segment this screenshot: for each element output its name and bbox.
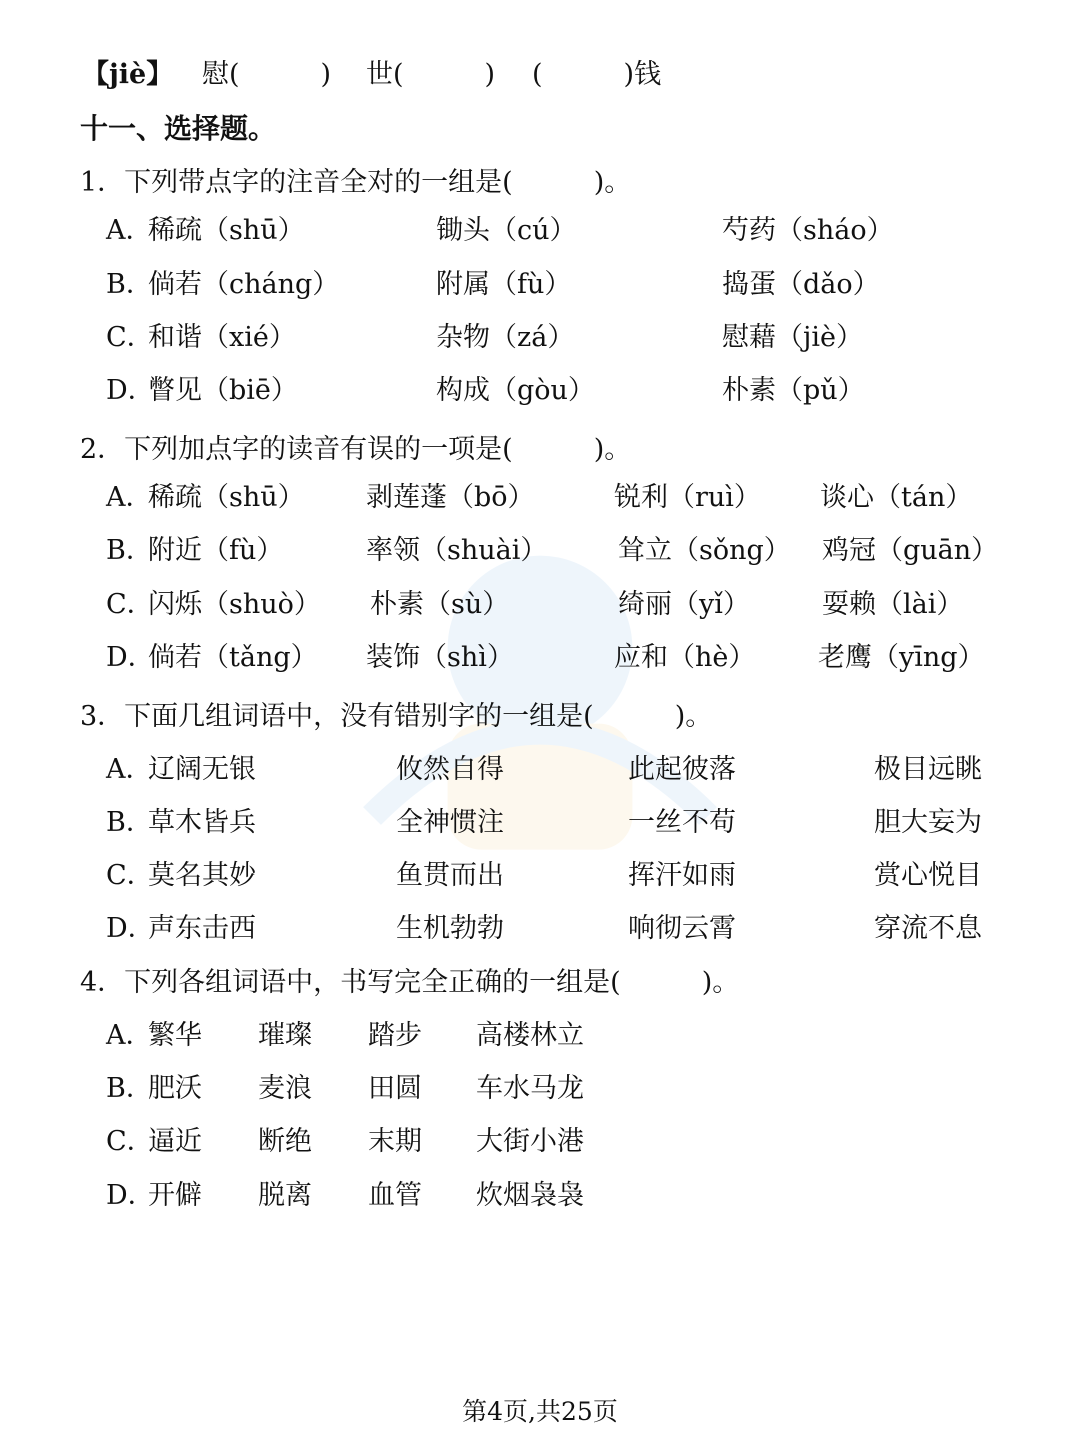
option-item: 末期: [368, 1126, 422, 1157]
option-item: 应和（hè）: [614, 642, 756, 673]
option-letter: B．: [106, 269, 153, 300]
option-item: 芍药（sháo）: [722, 215, 894, 246]
option-item: 鱼贯而出: [396, 860, 504, 891]
option-item: 车水马龙: [476, 1073, 584, 1104]
option-row: [0, 531, 1080, 571]
option-item: 倘若（cháng）: [148, 269, 340, 300]
option-letter: C．: [106, 589, 154, 620]
option-letter: B．: [106, 535, 153, 566]
option-item: 璀璨: [258, 1020, 312, 1051]
option-item: 朴素（sù）: [370, 589, 510, 620]
option-letter: C．: [106, 1126, 154, 1157]
option-item: 赏心悦目: [874, 860, 982, 891]
option-item: 大街小港: [476, 1126, 584, 1157]
option-item: 脱离: [258, 1180, 312, 1211]
option-item: 附近（fù）: [148, 535, 284, 566]
option-item: 炊烟袅袅: [476, 1180, 584, 1211]
option-item: 闪烁（shuò）: [148, 589, 321, 620]
option-item: 瞥见（biē）: [148, 375, 298, 406]
option-item: 稀疏（shū）: [148, 215, 305, 246]
option-letter: A．: [106, 482, 153, 513]
option-item: 谈心（tán）: [820, 482, 973, 513]
top-row: [0, 55, 1080, 95]
option-letter: A．: [106, 215, 153, 246]
option-row: [0, 265, 1080, 305]
option-item: 踏步: [368, 1020, 422, 1051]
question-2-stem: 2．下列加点字的读音有误的一项是( )。: [80, 434, 632, 465]
option-item: 率领（shuài）: [366, 535, 548, 566]
page-number-footer: 第4页,共25页: [462, 1397, 618, 1426]
option-item: 倘若（tǎng）: [148, 642, 318, 673]
fill-blank: ( )钱: [532, 59, 662, 90]
option-item: 血管: [368, 1180, 422, 1211]
option-item: 肥沃: [148, 1073, 202, 1104]
option-item: 绮丽（yǐ）: [618, 589, 750, 620]
option-item: 生机勃勃: [396, 913, 504, 944]
option-letter: D．: [106, 642, 155, 673]
pinyin-label: 【jiè】: [82, 59, 174, 90]
option-row: [0, 1176, 1080, 1216]
option-letter: D．: [106, 913, 155, 944]
option-item: 构成（gòu）: [436, 375, 595, 406]
option-item: 剥莲蓬（bō）: [366, 482, 535, 513]
option-item: 声东击西: [148, 913, 256, 944]
section-title: 十一、选择题。: [80, 112, 277, 145]
option-item: 老鹰（yīng）: [818, 642, 985, 673]
option-item: 和谐（xié）: [148, 322, 296, 353]
option-row: [0, 803, 1080, 843]
option-item: 此起彼落: [628, 754, 736, 785]
option-item: 胆大妄为: [874, 807, 982, 838]
option-row: [0, 318, 1080, 358]
option-item: 慰藉（jiè）: [722, 322, 863, 353]
option-item: 田圆: [368, 1073, 422, 1104]
option-letter: B．: [106, 807, 153, 838]
option-item: 装饰（shì）: [366, 642, 514, 673]
option-row: [0, 585, 1080, 625]
option-item: 麦浪: [258, 1073, 312, 1104]
option-row: [0, 909, 1080, 949]
option-item: 朴素（pǔ）: [722, 375, 865, 406]
option-item: 鸡冠（guān）: [822, 535, 999, 566]
option-item: 锄头（cú）: [436, 215, 577, 246]
option-item: 极目远眺: [874, 754, 982, 785]
option-item: 耍赖（lài）: [822, 589, 964, 620]
fill-blank: 慰( ): [202, 59, 332, 90]
option-letter: B．: [106, 1073, 153, 1104]
option-item: 挥汗如雨: [628, 860, 736, 891]
question-stem: [0, 163, 1080, 203]
option-item: 捣蛋（dǎo）: [722, 269, 880, 300]
option-letter: C．: [106, 322, 154, 353]
option-row: [0, 478, 1080, 518]
question-stem: [0, 430, 1080, 470]
option-item: 杂物（zá）: [436, 322, 575, 353]
option-item: 草木皆兵: [148, 807, 256, 838]
option-item: 响彻云霄: [628, 913, 736, 944]
option-item: 稀疏（shū）: [148, 482, 305, 513]
option-row: [0, 1122, 1080, 1162]
option-letter: A．: [106, 1020, 153, 1051]
option-row: [0, 1016, 1080, 1056]
option-item: 繁华: [148, 1020, 202, 1051]
option-item: 辽阔无银: [148, 754, 256, 785]
option-item: 莫名其妙: [148, 860, 256, 891]
question-3-stem: 3．下面几组词语中，没有错别字的一组是( )。: [80, 701, 713, 732]
question-stem: [0, 963, 1080, 1003]
fill-blank: 世( ): [366, 59, 496, 90]
option-item: 全神惯注: [396, 807, 504, 838]
option-item: 穿流不息: [874, 913, 982, 944]
option-item: 断绝: [258, 1126, 312, 1157]
option-letter: D．: [106, 375, 155, 406]
option-item: 一丝不苟: [628, 807, 736, 838]
option-row: [0, 371, 1080, 411]
question-stem: [0, 697, 1080, 737]
option-row: [0, 750, 1080, 790]
option-item: 高楼林立: [476, 1020, 584, 1051]
option-row: [0, 1069, 1080, 1109]
question-4-stem: 4．下列各组词语中，书写完全正确的一组是( )。: [80, 967, 740, 998]
option-item: 锐利（ruì）: [614, 482, 761, 513]
option-row: [0, 856, 1080, 896]
option-item: 攸然自得: [396, 754, 504, 785]
option-item: 耸立（sǒng）: [618, 535, 791, 566]
option-item: 逼近: [148, 1126, 202, 1157]
option-row: [0, 211, 1080, 251]
option-letter: C．: [106, 860, 154, 891]
option-item: 开僻: [148, 1180, 202, 1211]
option-item: 附属（fù）: [436, 269, 572, 300]
option-letter: D．: [106, 1180, 155, 1211]
option-letter: A．: [106, 754, 153, 785]
option-row: [0, 638, 1080, 678]
section-header: [0, 109, 1080, 149]
question-1-stem: 1．下列带点字的注音全对的一组是( )。: [80, 167, 632, 198]
